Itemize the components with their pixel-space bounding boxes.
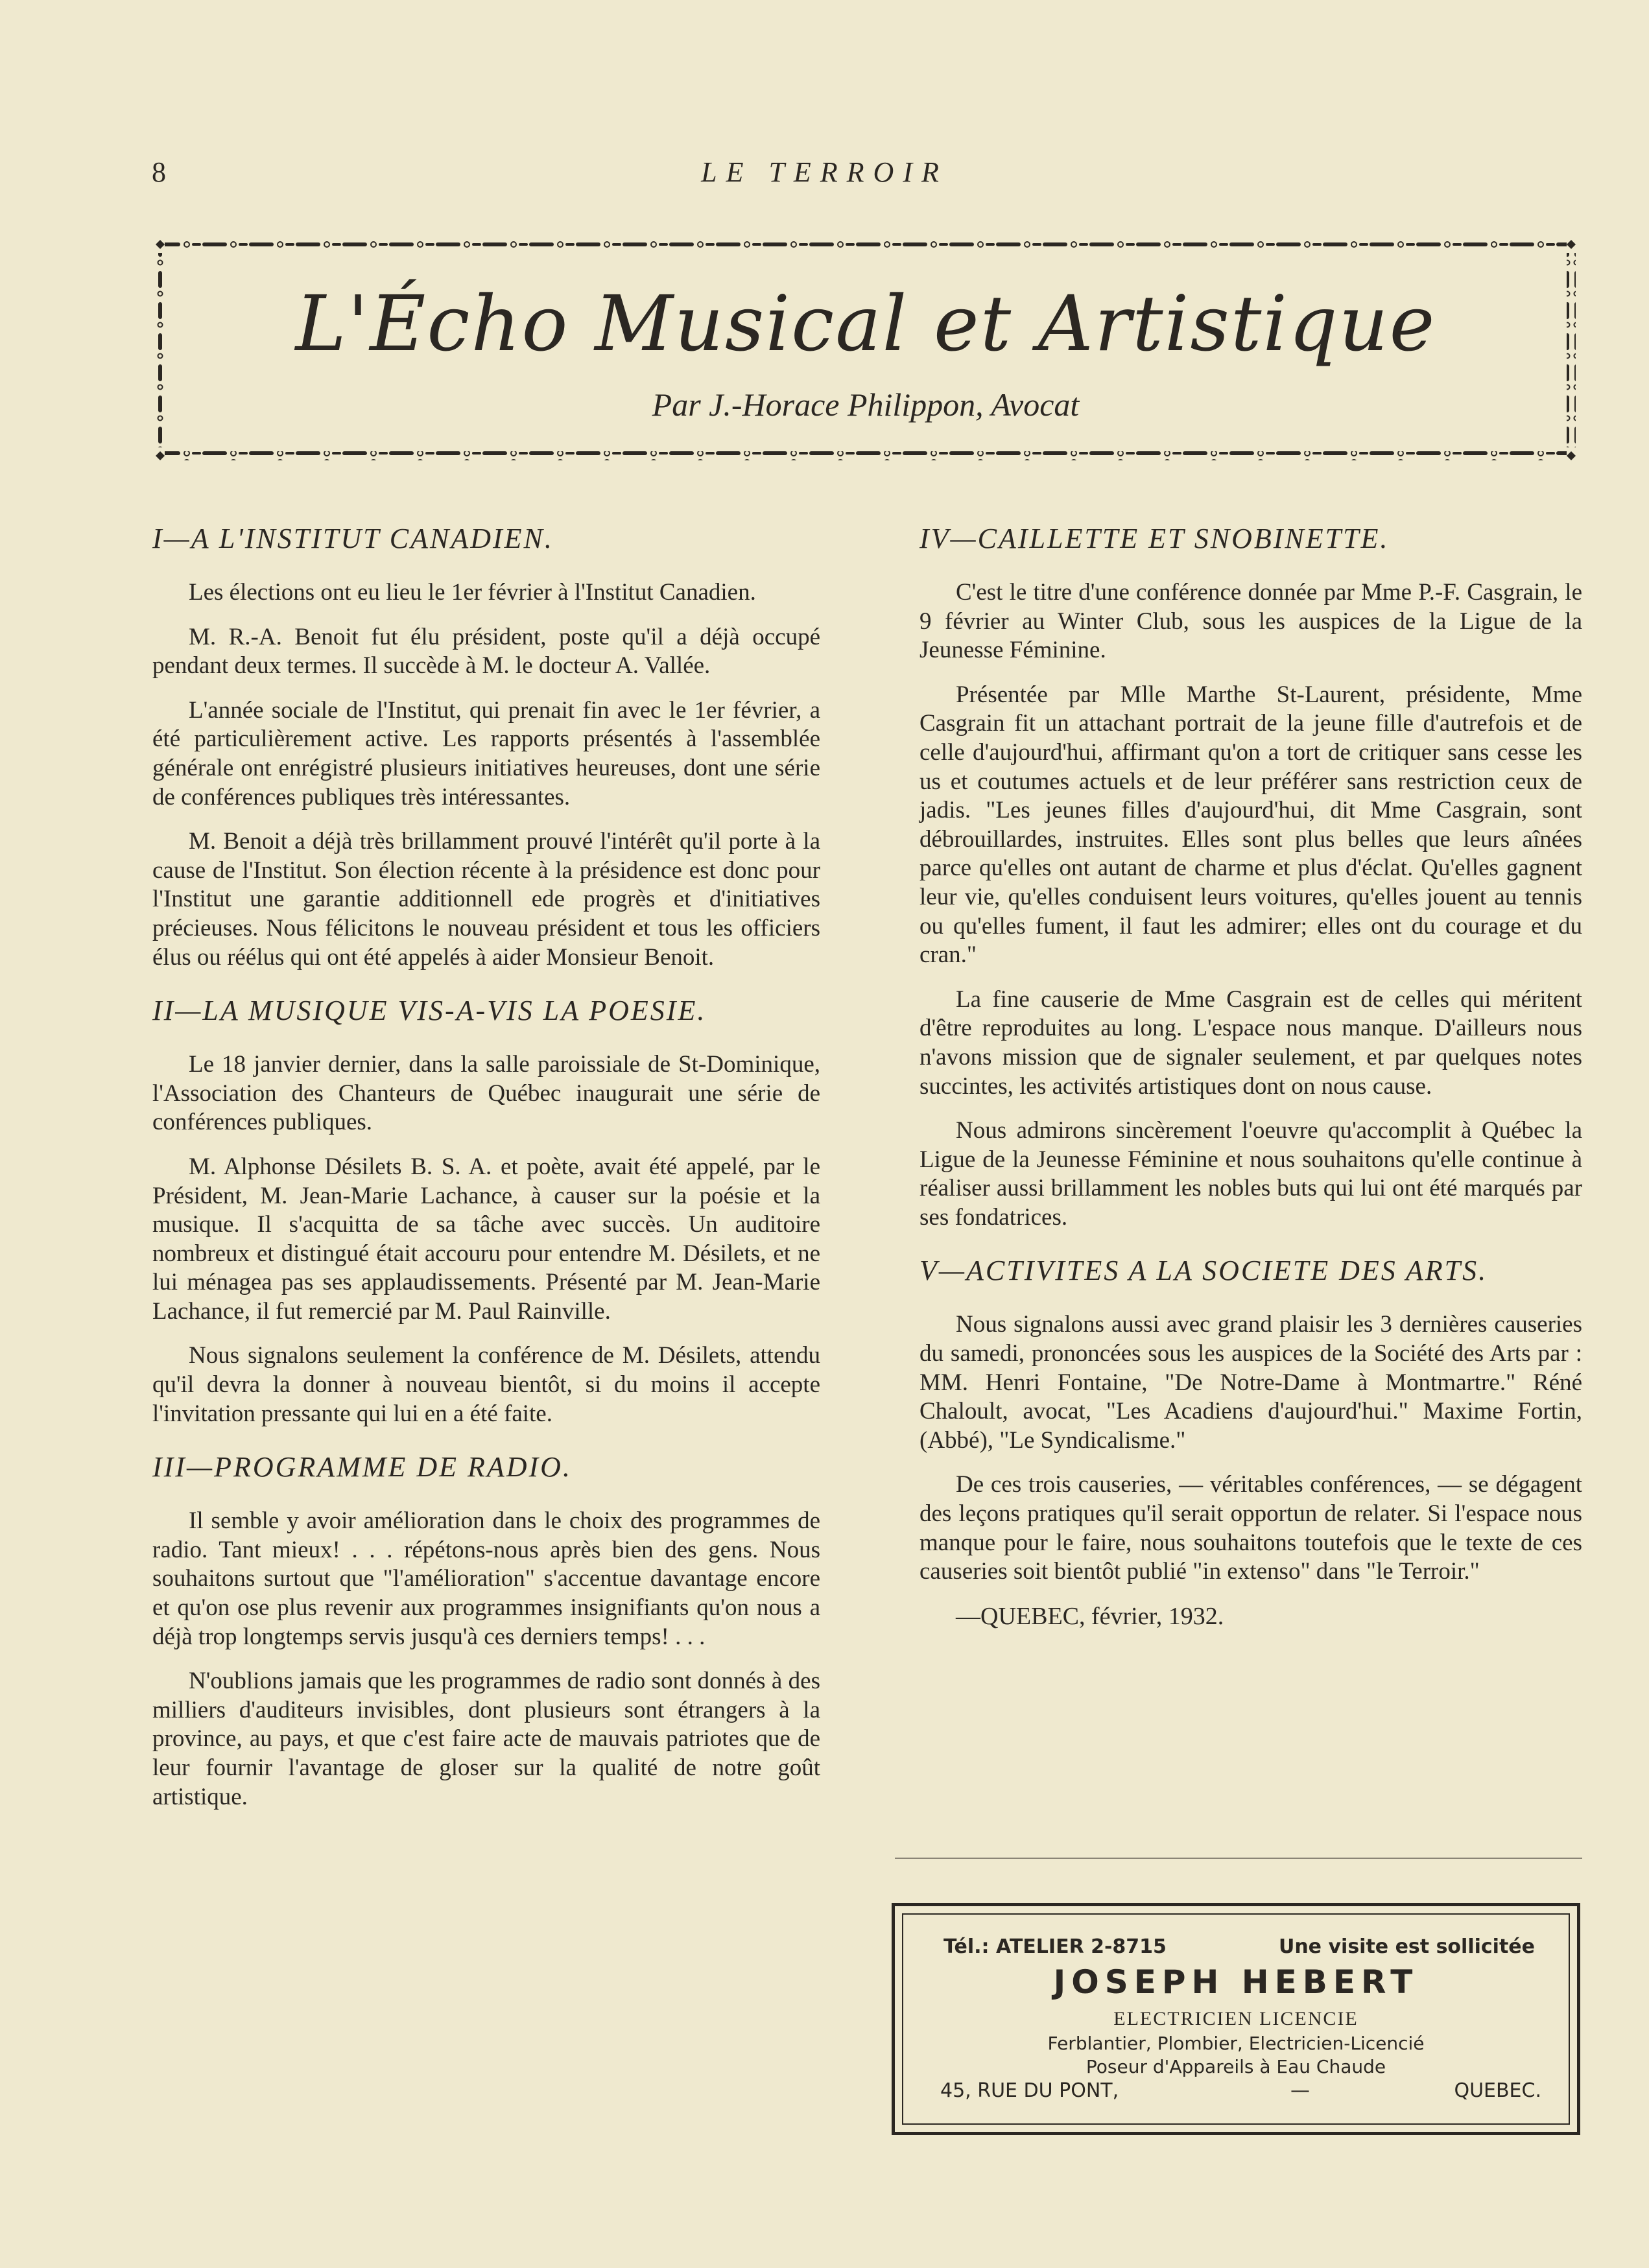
page-number: 8: [152, 156, 166, 188]
section-heading: II—LA MUSIQUE VIS-A-VIS LA POESIE.: [152, 995, 707, 1027]
section-heading: V—ACTIVITES A LA SOCIETE DES ARTS.: [919, 1255, 1488, 1287]
section-programme-radio: [152, 1450, 820, 1812]
ad-trade: ELECTRICIEN LICENCIE: [1113, 2008, 1358, 2029]
ad-dash: —: [1290, 2079, 1310, 2102]
ad-services: Ferblantier, Plombier, Electricien-Licencié: [1047, 2033, 1425, 2054]
article-byline: Par J.-Horace Philippon, Avocat: [652, 386, 1080, 423]
section-institut-canadien: [152, 522, 820, 972]
paragraph: Nous admirons sincèrement l'oeuvre qu'accomplit à Québec la Ligue de la Jeunesse Féminine et nous souhaitons qu'elle continue à réaliser aussi brillamment les nobles buts qui lui ont été marqués par ses fondatrices.: [919, 1117, 1582, 1231]
right-column: [919, 522, 1582, 1631]
journal-title: LE TERROIR: [701, 156, 948, 188]
article-title: L'Écho Musical et Artistique: [295, 279, 1436, 368]
ad-phone: Tél.: ATELIER 2-8715: [943, 1935, 1167, 1958]
paragraph: Il semble y avoir amélioration dans le choix des programmes de radio. Tant mieux! . . . répétons-nous après bien des gens. Nous souhaitons surtout que "l'amélioration" s'accentue davantage encore et qu'on ose plus revenir aux programmes insignifiants qu'on nous a déjà trop longtemps servis jusqu'à ces derniers temps! . . .: [152, 1507, 820, 1650]
paragraph: Nous signalons seulement la conférence de M. Désilets, attendu qu'il devra la donner à nouveau bientôt, si du moins il accepte l'invitation pressante qui lui en a été faite.: [152, 1342, 820, 1427]
section-societe-des-arts: [919, 1254, 1582, 1630]
paragraph: Les élections ont eu lieu le 1er février à l'Institut Canadien.: [189, 579, 756, 606]
left-column: [152, 522, 820, 1827]
paragraph: La fine causerie de Mme Casgrain est de celles qui méritent d'être reproduites au long. L'espace nous manque. D'ailleurs nous n'avons mission que de signaler seulement, et par quelques notes succintes, les activités artistiques dont on nous cause.: [919, 986, 1582, 1100]
title-box: [156, 240, 1576, 460]
paragraph: N'oublions jamais que les programmes de radio sont donnés à des milliers d'auditeurs invisibles, dont plusieurs sont étrangers à la province, au pays, et que c'est faire acte de mauvais patriotes que de leur fournir l'avantage de gloser sur la qualité de notre goût artistique.: [152, 1668, 820, 1810]
dateline-signoff: —QUEBEC, février, 1932.: [956, 1602, 1224, 1630]
advertisement-box: [892, 1903, 1580, 2135]
ad-city: QUEBEC.: [1454, 2079, 1541, 2102]
paragraph: Le 18 janvier dernier, dans la salle paroissiale de St-Dominique, l'Association des Chanteurs de Québec inaugurait une série de conférences publiques.: [152, 1051, 820, 1136]
paragraph: C'est le titre d'une conférence donnée par Mme P.-F. Casgrain, le 9 février au Winter Club, sous les auspices de la Ligue de la Jeunesse Féminine.: [919, 579, 1582, 664]
running-header: [0, 156, 1649, 195]
ad-business-name: JOSEPH HEBERT: [1053, 1963, 1419, 2001]
paragraph: M. R.-A. Benoit fut élu président, poste qu'il a déjà occupé pendant deux termes. Il succède à M. le docteur A. Vallée.: [152, 623, 820, 679]
paragraph: Présentée par Mlle Marthe St-Laurent, présidente, Mme Casgrain fit un attachant portrait de la jeune fille d'autrefois et de celle d'aujourd'hui, affirmant qu'on a tort de critiquer sans cesse les us et coutumes actuels et de leur préférer sans restriction ceux de jadis. "Les jeunes filles d'aujourd'hui, dit Mme Casgrain, sont débrouillardes, instruites. Elles sont plus belles que leurs aînées parce qu'elles ont autant de charme et plus d'éclat. Qu'elles gagnent leur vie, qu'elles conduisent leurs voitures, qu'elles jouent au tennis ou qu'elles fument, il faut les admirer; elles ont du courage et du cran.": [919, 681, 1582, 969]
section-caillette-snobinette: [919, 522, 1582, 1232]
section-heading: I—A L'INSTITUT CANADIEN.: [152, 523, 554, 554]
section-musique-poesie: [152, 994, 820, 1428]
section-heading: III—PROGRAMME DE RADIO.: [152, 1451, 572, 1483]
ad-visit-note: Une visite est sollicitée: [1278, 1935, 1535, 1958]
divider-rule: [895, 1858, 1582, 1859]
ad-street: 45, RUE DU PONT,: [940, 2079, 1119, 2102]
ad-services-2: Poseur d'Appareils à Eau Chaude: [1085, 2056, 1386, 2077]
section-heading: IV—CAILLETTE ET SNOBINETTE.: [919, 523, 1390, 554]
paragraph: L'année sociale de l'Institut, qui prenait fin avec le 1er février, a été particulièrement active. Les rapports présentés à l'assemblée générale ont enrégistré plusieurs initiatives heureuses, dont une série de conférences publiques très intéressantes.: [152, 696, 820, 810]
paragraph: M. Alphonse Désilets B. S. A. et poète, avait été appelé, par le Président, M. Jean-Marie Lachance, à causer sur la poésie et la musique. Il s'acquitta de sa tâche avec succès. Un auditoire nombreux et distingué était accouru pour entendre M. Désilets, et ne lui ménagea pas ses applaudissements. Présenté par M. Jean-Marie Lachance, il fut remercié par M. Paul Rainville.: [152, 1153, 820, 1325]
paragraph: M. Benoit a déjà très brillamment prouvé l'intérêt qu'il porte à la cause de l'Institut. Son élection récente à la présidence est donc pour l'Institut une garantie additionnell ede progrès et d'initiatives précieuses. Nous félicitons le nouveau président et tous les officiers élus ou réélus qui ont été appelés à aider Monsieur Benoit.: [152, 828, 820, 971]
paragraph: De ces trois causeries, — véritables conférences, — se dégagent des leçons pratiques qu'il serait opportun de relater. Si l'espace nous manque pour le faire, nous souhaitons toutefois que le texte de ces causeries soit bientôt publié "in extenso" dans "le Terroir.": [919, 1471, 1582, 1585]
paragraph: Nous signalons aussi avec grand plaisir les 3 dernières causeries du samedi, prononcées sous les auspices de la Société des Arts par : MM. Henri Fontaine, "De Notre-Dame à Montmartre." Réné Chaloult, avocat, "Les Acadiens d'aujourd'hui." Maxime Fortin, (Abbé), "Le Syndicalisme.": [919, 1311, 1582, 1454]
